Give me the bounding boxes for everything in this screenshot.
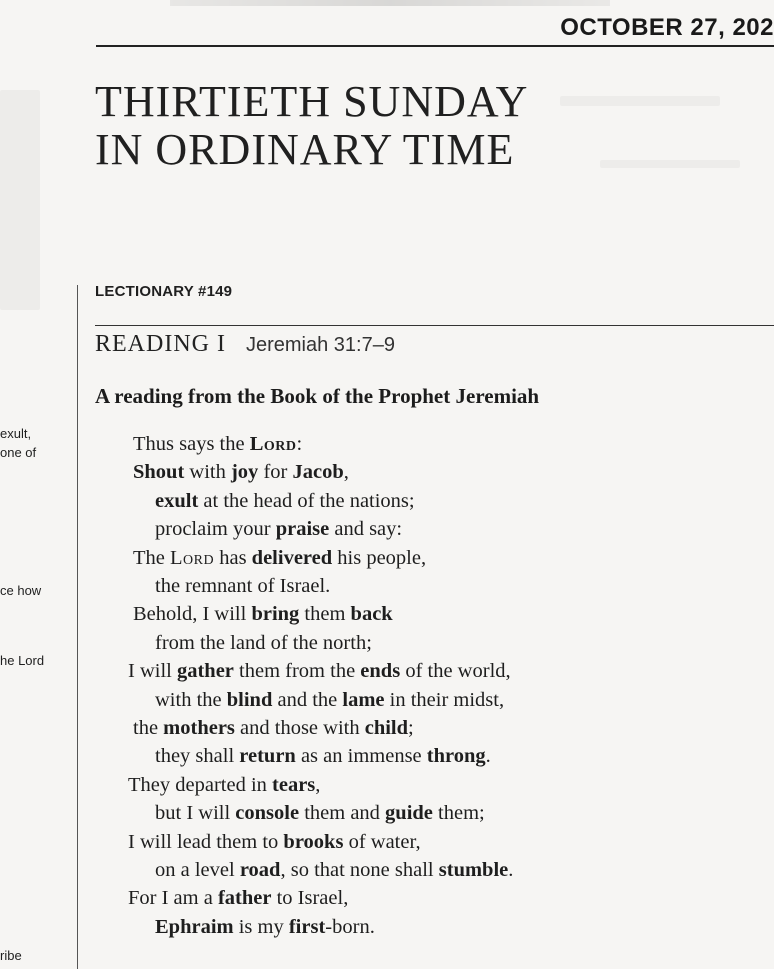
- emphasized-word: bring: [251, 603, 300, 626]
- verse-line: [133, 600, 393, 628]
- verse-text: to Israel,: [271, 887, 349, 910]
- page-title-line-2: IN ORDINARY TIME: [95, 125, 515, 174]
- verse-line: [155, 686, 504, 714]
- verse-text: his people,: [332, 546, 427, 569]
- verse-text: and the: [272, 688, 343, 711]
- verse-text: at the head of the nations;: [198, 489, 415, 512]
- emphasized-word: throng: [426, 745, 486, 768]
- emphasized-word: Ephraim: [155, 915, 234, 938]
- emphasized-word: brooks: [283, 830, 344, 853]
- reading-heading: [95, 331, 395, 358]
- emphasized-word: Lord: [249, 433, 297, 455]
- verse-text: and those with: [234, 717, 365, 739]
- emphasized-word: exult: [155, 489, 199, 512]
- emphasized-word: Jacob: [292, 461, 344, 484]
- emphasized-word: tears: [272, 773, 316, 796]
- section-rule: [95, 325, 774, 326]
- verse-text: , so that none shall: [280, 859, 439, 881]
- emphasized-word: blind: [226, 688, 273, 711]
- emphasized-word: ends: [360, 660, 401, 683]
- emphasized-word: return: [239, 745, 296, 768]
- emphasized-word: Shout: [133, 461, 185, 484]
- emphasized-word: child: [364, 717, 409, 739]
- emphasized-word: mothers: [163, 717, 235, 739]
- verse-text: in their midst,: [384, 688, 505, 711]
- verse-text: on a level: [155, 859, 240, 881]
- show-through-block: [600, 160, 740, 168]
- page-title-line-1: THIRTIETH SUNDAY: [95, 77, 529, 126]
- verse-line: [128, 657, 511, 685]
- margin-note: ribe: [0, 948, 22, 963]
- verse-text: them and: [299, 802, 386, 825]
- emphasized-word: delivered: [251, 546, 333, 569]
- show-through-block: [0, 90, 40, 310]
- verse-text: as an immense: [295, 745, 427, 768]
- verse-line: [128, 828, 421, 856]
- reading-label: READING I: [95, 331, 226, 357]
- verse-text: -born.: [325, 915, 375, 938]
- top-edge-shadow: [170, 0, 610, 6]
- margin-note: he Lord: [0, 653, 45, 668]
- verse-text: Behold, I will: [133, 603, 252, 626]
- verse-line: [128, 884, 348, 912]
- verse-text: the remnant of Israel.: [155, 575, 331, 597]
- verse-text: I will: [128, 660, 177, 683]
- verse-text: them from the: [233, 660, 361, 683]
- verse-line: [128, 771, 320, 799]
- emphasized-word: stumble: [438, 859, 509, 881]
- show-through-block: [560, 96, 720, 106]
- verse-text: with: [184, 461, 231, 484]
- verse-line: [155, 799, 485, 827]
- verse-text: but I will: [155, 802, 236, 825]
- verse-text: ,: [315, 773, 321, 796]
- header-rule: [96, 45, 774, 47]
- reading-intro: A reading from the Book of the Prophet Jeremiah: [95, 384, 540, 408]
- verse-text: proclaim your: [155, 518, 276, 541]
- verse-text: with the: [155, 688, 227, 711]
- emphasized-word: lame: [342, 688, 385, 711]
- verse-text: ;: [408, 717, 414, 739]
- verse-line: [155, 572, 330, 600]
- verse-text: from the land of the north;: [155, 631, 372, 654]
- verse-text: has: [214, 546, 252, 569]
- verse-text: They departed in: [128, 773, 273, 796]
- verse-line: [133, 458, 349, 486]
- verse-text: :: [296, 433, 303, 455]
- margin-divider: [77, 285, 78, 969]
- verse-text: for: [258, 461, 293, 484]
- emphasized-word: praise: [275, 518, 330, 541]
- margin-note: ce how: [0, 583, 42, 598]
- verse-text: and say:: [329, 518, 403, 541]
- verse-text: .: [485, 745, 491, 768]
- verse-line: [155, 487, 415, 515]
- verse-line: [133, 544, 426, 572]
- reading-citation: Jeremiah 31:7–9: [245, 334, 395, 356]
- verse-line: [155, 856, 513, 884]
- date-header: OCTOBER 27, 202: [560, 14, 774, 41]
- emphasized-word: console: [235, 802, 300, 825]
- verse-text: them;: [432, 802, 485, 825]
- verse-text: ,: [343, 461, 349, 484]
- verse-line: [155, 515, 402, 543]
- verse-text: they shall: [155, 745, 240, 768]
- emphasized-word: joy: [230, 461, 259, 484]
- emphasized-word: road: [239, 859, 281, 881]
- verse-line: [155, 742, 491, 770]
- margin-note: exult,: [0, 426, 32, 441]
- verse-line: [155, 629, 372, 657]
- verse-text: of water,: [343, 830, 421, 853]
- verse-text: the: [133, 717, 164, 739]
- verse-line: [155, 913, 375, 941]
- emphasized-word: first: [288, 915, 326, 938]
- emphasized-word: back: [350, 603, 393, 626]
- verse-text: For I am a: [128, 887, 218, 910]
- verse-line: [133, 430, 302, 458]
- emphasized-word: guide: [385, 802, 433, 825]
- emphasized-word: father: [217, 887, 272, 910]
- verse-text: Lord: [170, 546, 215, 569]
- verse-line: [133, 714, 414, 742]
- margin-note: one of: [0, 445, 37, 460]
- emphasized-word: gather: [176, 660, 234, 683]
- verse-text: .: [508, 859, 514, 881]
- page-title: [95, 78, 528, 174]
- verse-text: of the world,: [400, 660, 511, 683]
- verse-text: I will lead them to: [128, 830, 284, 853]
- verse-text: The: [133, 546, 170, 569]
- verse-text: them: [299, 603, 351, 626]
- lectionary-label: LECTIONARY #149: [95, 283, 233, 300]
- verse-text: is my: [233, 915, 289, 938]
- verse-text: Thus says the: [133, 433, 250, 455]
